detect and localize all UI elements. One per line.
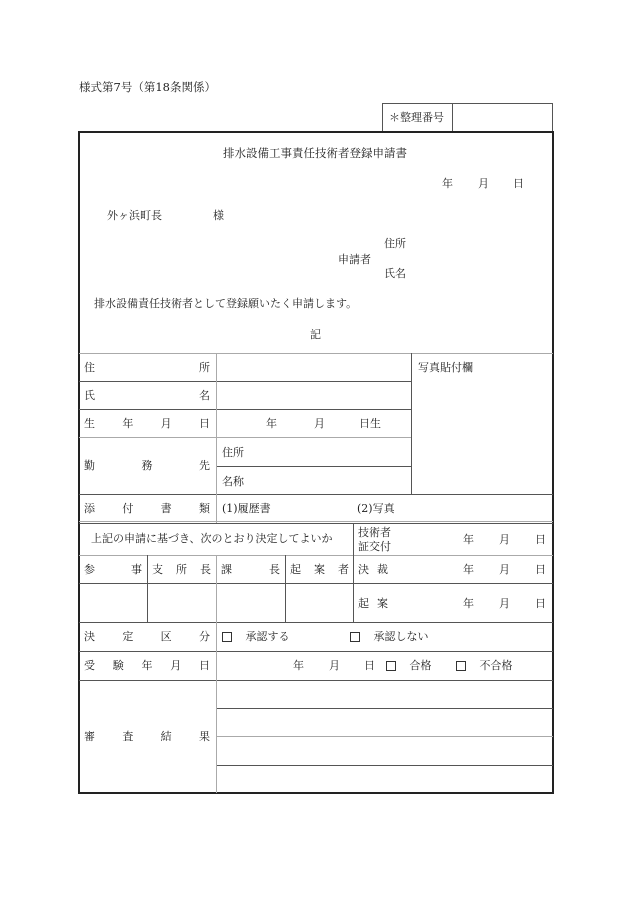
applicant-address-field[interactable] xyxy=(410,234,545,250)
cert-issue-label-1: 技術者 xyxy=(358,526,391,539)
date-month-label: 月 xyxy=(478,177,489,190)
workplace-address-field[interactable] xyxy=(250,439,409,464)
review-result-line-1[interactable] xyxy=(218,682,551,707)
address-field[interactable] xyxy=(218,355,409,380)
address-label: 住 所 xyxy=(84,361,210,374)
fail-option[interactable]: 不合格 xyxy=(456,660,513,671)
form-number: 様式第7号（第18条関係） xyxy=(79,80,216,94)
review-result-line-2[interactable] xyxy=(218,710,551,735)
form-title: 排水設備工事責任技術者登録申請書 xyxy=(223,146,407,160)
applicant-name-field[interactable] xyxy=(410,264,545,280)
review-result-line-3[interactable] xyxy=(218,738,551,764)
fail-checkbox[interactable] xyxy=(456,661,466,671)
photo-area[interactable] xyxy=(413,355,551,492)
applicant-name-label: 氏名 xyxy=(384,267,406,280)
name-label: 氏 名 xyxy=(84,389,210,402)
kessai-label: 決裁 xyxy=(358,563,396,576)
applicant-address-label: 住所 xyxy=(384,237,406,250)
workplace-name-field[interactable] xyxy=(250,468,409,493)
kian-label: 起案 xyxy=(358,597,396,610)
workplace-label: 勤 務 先 xyxy=(84,459,210,472)
role-drafter: 起 案 者 xyxy=(290,563,349,576)
addressee-honorific: 様 xyxy=(213,209,224,222)
ki-label: 記 xyxy=(310,328,321,341)
application-statement: 排水設備責任技術者として登録願いたく申請します。 xyxy=(94,297,358,310)
drafter-seal-box[interactable] xyxy=(287,585,352,621)
decision-label: 決 定 区 分 xyxy=(84,630,210,643)
workplace-address-label: 住所 xyxy=(222,446,244,459)
role-councilor: 参 事 xyxy=(84,563,142,576)
review-result-label: 審 査 結 果 xyxy=(84,730,210,743)
attachment-resume: (1)履歴書 xyxy=(222,502,271,515)
branch-manager-seal-box[interactable] xyxy=(149,585,215,621)
date-day-label: 日 xyxy=(513,177,524,190)
reference-number-field[interactable] xyxy=(455,105,550,130)
reference-number-label: ＊整理番号 xyxy=(389,111,444,124)
exam-date-label: 受 験 年 月 日 xyxy=(84,659,210,672)
councilor-seal-box[interactable] xyxy=(80,585,146,621)
date-year-label: 年 xyxy=(442,177,453,190)
pass-checkbox[interactable] xyxy=(386,661,396,671)
pass-option[interactable]: 合格 xyxy=(386,660,432,671)
attachment-photo: (2)写真 xyxy=(357,502,395,515)
workplace-name-label: 名称 xyxy=(222,475,244,488)
role-section-chief: 課 長 xyxy=(221,563,280,576)
approval-question: 上記の申請に基づき、次のとおり決定してよいか xyxy=(91,532,333,545)
reject-checkbox[interactable] xyxy=(350,632,360,642)
review-result-line-4[interactable] xyxy=(218,767,551,791)
section-chief-seal-box[interactable] xyxy=(218,585,284,621)
approve-option[interactable]: 承認する xyxy=(222,631,290,642)
applicant-label: 申請者 xyxy=(338,253,371,266)
cert-issue-label-2: 証交付 xyxy=(358,540,391,553)
addressee-name: 外ヶ浜町長 xyxy=(107,209,162,222)
attachments-label: 添 付 書 類 xyxy=(84,502,210,515)
birthdate-label: 生 年 月 日 xyxy=(84,417,210,430)
role-branch-manager: 支 所 長 xyxy=(152,563,211,576)
reject-option[interactable]: 承認しない xyxy=(350,631,429,642)
photo-area-label: 写真貼付欄 xyxy=(418,361,473,374)
approve-checkbox[interactable] xyxy=(222,632,232,642)
name-field[interactable] xyxy=(218,383,409,408)
